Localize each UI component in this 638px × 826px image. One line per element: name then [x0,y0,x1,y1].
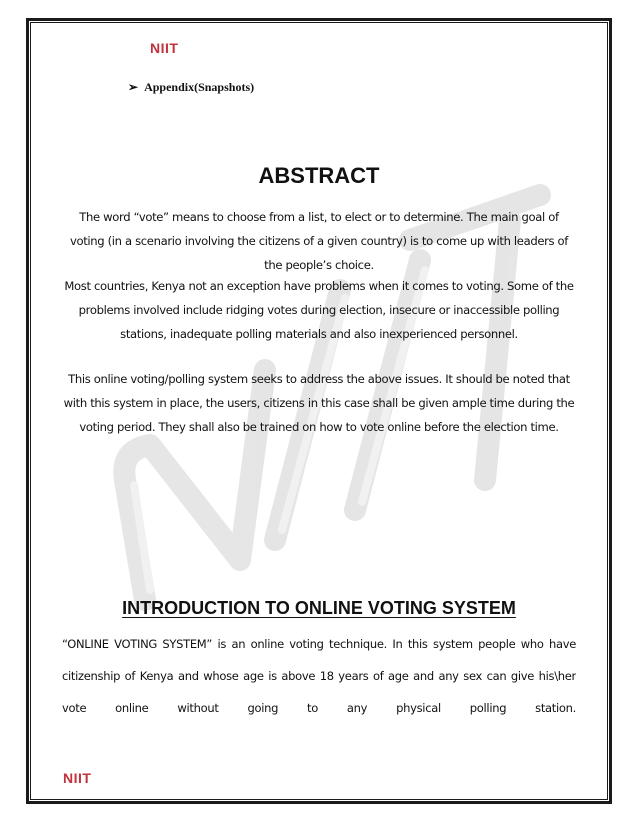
abstract-paragraph-3: This online voting/polling system seeks to address the above issues. It should be noted that with this system in place, the users, citizens in this case shall be given ample time during the voting period. They shall also be trained on how to vote online before the election time. [63,372,575,434]
introduction-paragraph: “ONLINE VOTING SYSTEM” is an online voting technique. In this system people who have citizenship of Kenya and whose age is above 18 years of age and any sex can give his\her vote online without going to any physical polling station. [62,637,576,715]
arrow-bullet-icon: ➢ [128,80,139,94]
abstract-paragraph-1: The word “vote” means to choose from a list, to elect or to determine. The main goal of voting (in a scenario involving the citizens of a given country) is to come up with leaders of the people’s choice. [69,210,569,272]
abstract-heading: ABSTRACT [258,163,380,188]
header-brand-logo: NIIT [150,40,179,56]
abstract-paragraph-2: Most countries, Kenya not an exception have problems when it comes to voting. Some of the problems involved include ridging votes during election, insecure or inaccessible polling stations, inadequate polling materials and also inexperienced personnel. [64,279,574,341]
introduction-heading: INTRODUCTION TO ONLINE VOTING SYSTEM [122,598,516,618]
appendix-label: Appendix(Snapshots) [144,80,255,94]
appendix-bullet-item [128,80,254,95]
footer-brand-logo: NIIT [63,770,92,786]
